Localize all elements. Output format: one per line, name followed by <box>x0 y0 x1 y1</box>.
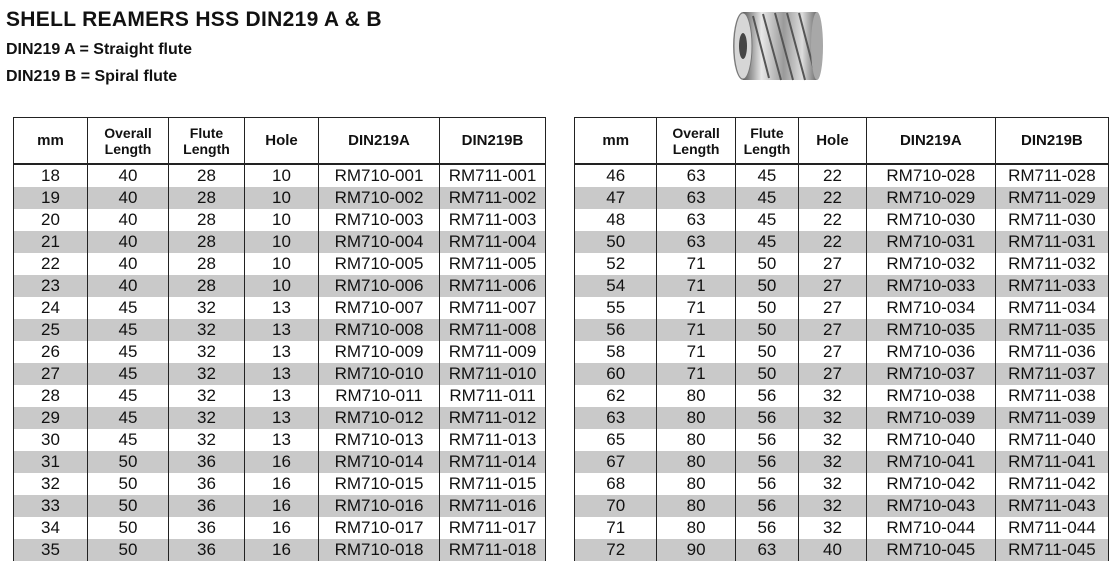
table-row <box>14 231 546 253</box>
cell-mm: 27 <box>14 363 88 385</box>
cell-din219b: RM711-044 <box>995 517 1108 539</box>
cell-overall-length: 63 <box>657 164 735 187</box>
cell-din219b: RM711-014 <box>440 451 546 473</box>
cell-overall-length: 50 <box>88 451 169 473</box>
cell-hole: 32 <box>799 517 867 539</box>
col-din219b: DIN219B <box>995 118 1108 165</box>
cell-hole: 13 <box>245 341 319 363</box>
cell-mm: 23 <box>14 275 88 297</box>
cell-flute-length: 32 <box>169 363 245 385</box>
table-row <box>14 495 546 517</box>
cell-mm: 29 <box>14 407 88 429</box>
cell-din219a: RM710-035 <box>866 319 995 341</box>
cell-din219a: RM710-043 <box>866 495 995 517</box>
cell-din219a: RM710-038 <box>866 385 995 407</box>
cell-mm: 65 <box>575 429 657 451</box>
cell-flute-length: 36 <box>169 539 245 561</box>
cell-mm: 46 <box>575 164 657 187</box>
table-row <box>575 341 1109 363</box>
cell-din219b: RM711-017 <box>440 517 546 539</box>
cell-hole: 10 <box>245 164 319 187</box>
cell-din219b: RM711-012 <box>440 407 546 429</box>
cell-hole: 32 <box>799 385 867 407</box>
cell-overall-length: 71 <box>657 297 735 319</box>
cell-din219b: RM711-003 <box>440 209 546 231</box>
cell-din219a: RM710-014 <box>319 451 440 473</box>
cell-din219b: RM711-036 <box>995 341 1108 363</box>
table-row <box>14 297 546 319</box>
col-flute-length: Flute Length <box>169 118 245 165</box>
cell-din219b: RM711-016 <box>440 495 546 517</box>
cell-flute-length: 50 <box>735 275 798 297</box>
cell-mm: 47 <box>575 187 657 209</box>
cell-hole: 13 <box>245 297 319 319</box>
cell-din219b: RM711-028 <box>995 164 1108 187</box>
cell-din219b: RM711-018 <box>440 539 546 561</box>
table-row <box>575 275 1109 297</box>
cell-din219b: RM711-029 <box>995 187 1108 209</box>
cell-din219a: RM710-033 <box>866 275 995 297</box>
cell-hole: 13 <box>245 407 319 429</box>
cell-flute-length: 56 <box>735 473 798 495</box>
cell-hole: 32 <box>799 451 867 473</box>
cell-din219b: RM711-031 <box>995 231 1108 253</box>
cell-mm: 63 <box>575 407 657 429</box>
cell-din219b: RM711-004 <box>440 231 546 253</box>
table-row <box>575 407 1109 429</box>
cell-din219b: RM711-034 <box>995 297 1108 319</box>
col-din219a: DIN219A <box>319 118 440 165</box>
cell-flute-length: 63 <box>735 539 798 561</box>
cell-din219b: RM711-008 <box>440 319 546 341</box>
cell-din219b: RM711-045 <box>995 539 1108 561</box>
table-row <box>575 363 1109 385</box>
cell-overall-length: 80 <box>657 473 735 495</box>
cell-flute-length: 50 <box>735 319 798 341</box>
cell-flute-length: 45 <box>735 164 798 187</box>
cell-flute-length: 45 <box>735 187 798 209</box>
cell-overall-length: 80 <box>657 429 735 451</box>
cell-hole: 27 <box>799 319 867 341</box>
cell-din219a: RM710-042 <box>866 473 995 495</box>
cell-flute-length: 36 <box>169 517 245 539</box>
cell-hole: 13 <box>245 385 319 407</box>
cell-hole: 10 <box>245 253 319 275</box>
cell-hole: 16 <box>245 495 319 517</box>
cell-din219b: RM711-013 <box>440 429 546 451</box>
cell-hole: 27 <box>799 341 867 363</box>
din219a-description: DIN219 A = Straight flute <box>6 41 192 58</box>
cell-din219a: RM710-029 <box>866 187 995 209</box>
cell-overall-length: 63 <box>657 187 735 209</box>
cell-overall-length: 45 <box>88 429 169 451</box>
cell-din219b: RM711-005 <box>440 253 546 275</box>
col-din219b: DIN219B <box>440 118 546 165</box>
table-row <box>575 231 1109 253</box>
cell-din219b: RM711-041 <box>995 451 1108 473</box>
table-row <box>575 319 1109 341</box>
col-overall-length: Overall Length <box>88 118 169 165</box>
cell-overall-length: 45 <box>88 407 169 429</box>
cell-mm: 20 <box>14 209 88 231</box>
cell-mm: 32 <box>14 473 88 495</box>
cell-hole: 16 <box>245 517 319 539</box>
cell-flute-length: 50 <box>735 297 798 319</box>
table-row <box>575 517 1109 539</box>
cell-overall-length: 40 <box>88 187 169 209</box>
cell-din219a: RM710-037 <box>866 363 995 385</box>
cell-flute-length: 28 <box>169 187 245 209</box>
cell-din219a: RM710-011 <box>319 385 440 407</box>
din219b-description: DIN219 B = Spiral flute <box>6 68 178 85</box>
cell-mm: 55 <box>575 297 657 319</box>
cell-overall-length: 71 <box>657 341 735 363</box>
cell-din219a: RM710-005 <box>319 253 440 275</box>
table-row <box>14 209 546 231</box>
cell-hole: 27 <box>799 363 867 385</box>
cell-din219a: RM710-040 <box>866 429 995 451</box>
cell-flute-length: 56 <box>735 517 798 539</box>
reamer-table-right <box>574 117 1109 561</box>
cell-mm: 68 <box>575 473 657 495</box>
cell-din219a: RM710-009 <box>319 341 440 363</box>
table-row <box>575 209 1109 231</box>
table-row <box>575 385 1109 407</box>
cell-flute-length: 32 <box>169 385 245 407</box>
cell-flute-length: 28 <box>169 231 245 253</box>
cell-din219a: RM710-044 <box>866 517 995 539</box>
cell-hole: 32 <box>799 473 867 495</box>
cell-hole: 40 <box>799 539 867 561</box>
cell-din219b: RM711-043 <box>995 495 1108 517</box>
cell-mm: 48 <box>575 209 657 231</box>
table-row <box>575 187 1109 209</box>
cell-flute-length: 36 <box>169 451 245 473</box>
cell-overall-length: 50 <box>88 539 169 561</box>
cell-din219b: RM711-032 <box>995 253 1108 275</box>
cell-hole: 13 <box>245 363 319 385</box>
cell-flute-length: 50 <box>735 253 798 275</box>
table-row <box>14 451 546 473</box>
cell-mm: 62 <box>575 385 657 407</box>
table-row <box>575 253 1109 275</box>
cell-overall-length: 63 <box>657 231 735 253</box>
cell-overall-length: 45 <box>88 297 169 319</box>
cell-din219b: RM711-015 <box>440 473 546 495</box>
cell-hole: 16 <box>245 473 319 495</box>
cell-mm: 24 <box>14 297 88 319</box>
cell-mm: 34 <box>14 517 88 539</box>
cell-flute-length: 32 <box>169 297 245 319</box>
cell-din219b: RM711-037 <box>995 363 1108 385</box>
cell-din219a: RM710-036 <box>866 341 995 363</box>
cell-hole: 27 <box>799 253 867 275</box>
cell-overall-length: 45 <box>88 385 169 407</box>
table-row <box>14 253 546 275</box>
cell-hole: 32 <box>799 495 867 517</box>
cell-hole: 10 <box>245 275 319 297</box>
cell-mm: 52 <box>575 253 657 275</box>
table-row <box>14 539 546 561</box>
cell-overall-length: 50 <box>88 473 169 495</box>
cell-din219b: RM711-007 <box>440 297 546 319</box>
cell-hole: 22 <box>799 231 867 253</box>
cell-overall-length: 45 <box>88 363 169 385</box>
table-row <box>14 429 546 451</box>
cell-din219a: RM710-031 <box>866 231 995 253</box>
table-row <box>575 451 1109 473</box>
cell-din219a: RM710-041 <box>866 451 995 473</box>
cell-din219b: RM711-006 <box>440 275 546 297</box>
cell-hole: 16 <box>245 451 319 473</box>
table-row <box>14 319 546 341</box>
cell-overall-length: 90 <box>657 539 735 561</box>
cell-din219b: RM711-002 <box>440 187 546 209</box>
cell-overall-length: 80 <box>657 407 735 429</box>
col-hole: Hole <box>245 118 319 165</box>
cell-overall-length: 45 <box>88 341 169 363</box>
cell-din219a: RM710-004 <box>319 231 440 253</box>
cell-din219b: RM711-010 <box>440 363 546 385</box>
cell-flute-length: 56 <box>735 429 798 451</box>
table-row <box>14 164 546 187</box>
table-row <box>575 473 1109 495</box>
cell-overall-length: 50 <box>88 495 169 517</box>
cell-din219a: RM710-032 <box>866 253 995 275</box>
cell-din219a: RM710-010 <box>319 363 440 385</box>
cell-overall-length: 80 <box>657 495 735 517</box>
cell-hole: 22 <box>799 187 867 209</box>
cell-overall-length: 71 <box>657 319 735 341</box>
table-row <box>14 341 546 363</box>
cell-mm: 28 <box>14 385 88 407</box>
cell-mm: 35 <box>14 539 88 561</box>
cell-din219b: RM711-035 <box>995 319 1108 341</box>
cell-flute-length: 32 <box>169 429 245 451</box>
cell-din219b: RM711-040 <box>995 429 1108 451</box>
table-row <box>14 275 546 297</box>
cell-mm: 30 <box>14 429 88 451</box>
cell-flute-length: 50 <box>735 363 798 385</box>
cell-overall-length: 80 <box>657 385 735 407</box>
table-row <box>14 407 546 429</box>
cell-mm: 67 <box>575 451 657 473</box>
cell-flute-length: 28 <box>169 253 245 275</box>
cell-overall-length: 80 <box>657 517 735 539</box>
cell-din219b: RM711-009 <box>440 341 546 363</box>
cell-overall-length: 80 <box>657 451 735 473</box>
cell-mm: 19 <box>14 187 88 209</box>
cell-hole: 22 <box>799 209 867 231</box>
cell-din219a: RM710-006 <box>319 275 440 297</box>
cell-hole: 27 <box>799 275 867 297</box>
table-row <box>575 429 1109 451</box>
col-mm: mm <box>14 118 88 165</box>
cell-din219b: RM711-038 <box>995 385 1108 407</box>
cell-overall-length: 45 <box>88 319 169 341</box>
cell-mm: 60 <box>575 363 657 385</box>
cell-din219b: RM711-039 <box>995 407 1108 429</box>
cell-din219b: RM711-033 <box>995 275 1108 297</box>
cell-mm: 56 <box>575 319 657 341</box>
table-row <box>575 539 1109 561</box>
cell-din219a: RM710-008 <box>319 319 440 341</box>
col-mm: mm <box>575 118 657 165</box>
cell-din219b: RM711-001 <box>440 164 546 187</box>
col-din219a: DIN219A <box>866 118 995 165</box>
col-hole: Hole <box>799 118 867 165</box>
cell-flute-length: 56 <box>735 385 798 407</box>
cell-mm: 50 <box>575 231 657 253</box>
cell-hole: 32 <box>799 407 867 429</box>
cell-din219a: RM710-017 <box>319 517 440 539</box>
cell-mm: 25 <box>14 319 88 341</box>
cell-flute-length: 32 <box>169 407 245 429</box>
cell-hole: 10 <box>245 187 319 209</box>
cell-flute-length: 45 <box>735 209 798 231</box>
cell-overall-length: 40 <box>88 164 169 187</box>
cell-flute-length: 50 <box>735 341 798 363</box>
cell-hole: 10 <box>245 231 319 253</box>
cell-din219a: RM710-003 <box>319 209 440 231</box>
cell-din219b: RM711-011 <box>440 385 546 407</box>
cell-flute-length: 28 <box>169 209 245 231</box>
cell-din219a: RM710-007 <box>319 297 440 319</box>
cell-din219a: RM710-002 <box>319 187 440 209</box>
cell-din219a: RM710-013 <box>319 429 440 451</box>
cell-overall-length: 71 <box>657 253 735 275</box>
cell-mm: 72 <box>575 539 657 561</box>
cell-mm: 54 <box>575 275 657 297</box>
cell-din219a: RM710-039 <box>866 407 995 429</box>
cell-flute-length: 32 <box>169 341 245 363</box>
cell-din219a: RM710-015 <box>319 473 440 495</box>
cell-din219b: RM711-030 <box>995 209 1108 231</box>
cell-mm: 21 <box>14 231 88 253</box>
cell-hole: 27 <box>799 297 867 319</box>
cell-overall-length: 63 <box>657 209 735 231</box>
cell-overall-length: 50 <box>88 517 169 539</box>
table-row <box>575 495 1109 517</box>
table-row <box>14 473 546 495</box>
table-row <box>14 517 546 539</box>
cell-flute-length: 45 <box>735 231 798 253</box>
cell-overall-length: 71 <box>657 363 735 385</box>
col-overall-length: Overall Length <box>657 118 735 165</box>
cell-flute-length: 56 <box>735 495 798 517</box>
cell-hole: 13 <box>245 319 319 341</box>
cell-mm: 22 <box>14 253 88 275</box>
cell-flute-length: 36 <box>169 495 245 517</box>
cell-overall-length: 40 <box>88 209 169 231</box>
cell-mm: 26 <box>14 341 88 363</box>
table-row <box>14 385 546 407</box>
cell-overall-length: 40 <box>88 275 169 297</box>
cell-mm: 71 <box>575 517 657 539</box>
cell-din219b: RM711-042 <box>995 473 1108 495</box>
cell-mm: 31 <box>14 451 88 473</box>
cell-overall-length: 71 <box>657 275 735 297</box>
cell-hole: 32 <box>799 429 867 451</box>
cell-flute-length: 28 <box>169 164 245 187</box>
cell-din219a: RM710-045 <box>866 539 995 561</box>
cell-din219a: RM710-018 <box>319 539 440 561</box>
cell-flute-length: 36 <box>169 473 245 495</box>
cell-din219a: RM710-012 <box>319 407 440 429</box>
cell-mm: 18 <box>14 164 88 187</box>
shell-reamer-image <box>729 4 829 88</box>
reamer-table-left <box>13 117 546 561</box>
cell-din219a: RM710-034 <box>866 297 995 319</box>
cell-din219a: RM710-001 <box>319 164 440 187</box>
table-row <box>575 164 1109 187</box>
table-row <box>575 297 1109 319</box>
table-row <box>14 363 546 385</box>
cell-overall-length: 40 <box>88 231 169 253</box>
cell-overall-length: 40 <box>88 253 169 275</box>
cell-din219a: RM710-016 <box>319 495 440 517</box>
cell-flute-length: 56 <box>735 407 798 429</box>
table-row <box>14 187 546 209</box>
cell-mm: 33 <box>14 495 88 517</box>
cell-flute-length: 32 <box>169 319 245 341</box>
cell-mm: 70 <box>575 495 657 517</box>
page-title: SHELL REAMERS HSS DIN219 A & B <box>6 8 382 31</box>
cell-hole: 16 <box>245 539 319 561</box>
cell-flute-length: 28 <box>169 275 245 297</box>
col-flute-length: Flute Length <box>735 118 798 165</box>
cell-flute-length: 56 <box>735 451 798 473</box>
cell-hole: 13 <box>245 429 319 451</box>
cell-hole: 22 <box>799 164 867 187</box>
cell-din219a: RM710-030 <box>866 209 995 231</box>
cell-mm: 58 <box>575 341 657 363</box>
cell-din219a: RM710-028 <box>866 164 995 187</box>
cell-hole: 10 <box>245 209 319 231</box>
